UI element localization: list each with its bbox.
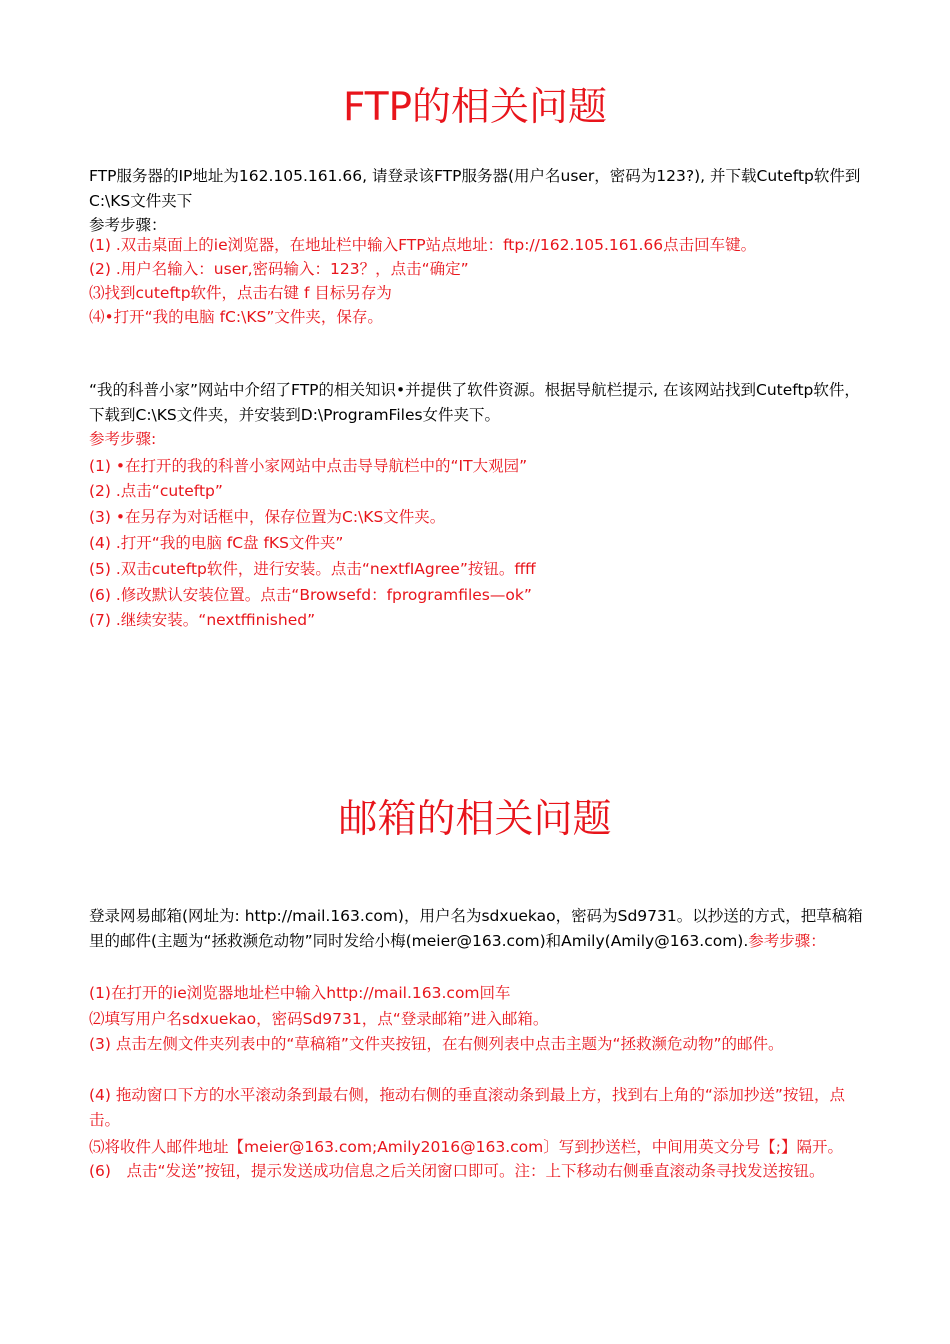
mail-step: ⑵填写用户名sdxuekao，密码Sd9731，点“登录邮箱”进入邮箱。 <box>89 1010 549 1028</box>
mail-question-body: 登录网易邮箱(网址为: http://mail.163.com)，用户名为sdxuekao，密码为Sd9731。以抄送的方式，把草稿箱里的邮件(主题为“拯救濒危动物”同时发给小梅(meier@163.com)和Amily(Amily@163.com). <box>89 907 863 950</box>
ftp-step: (1) .双击桌面上的ie浏览器，在地址栏中输入FTP站点地址：ftp://162.105.161.66点击回车键。 <box>89 236 757 254</box>
ftp-step: (2) .用户名输入：user,密码输入：123？，点击“确定” <box>89 260 469 278</box>
mail-step: (6) 点击“发送”按钮，提示发送成功信息之后关闭窗口即可。注：上下移动右侧垂直滚动条寻找发送按钮。 <box>89 1162 825 1180</box>
mail-step: (1)在打开的ie浏览器地址栏中输入http://mail.163.com回车 <box>89 984 511 1002</box>
ftp-steps-label: 参考步骤： <box>89 216 167 234</box>
kepu-step: (6) .修改默认安装位置。点击“Browsefd：fprogramfiles—ok” <box>89 586 532 604</box>
mail-question-text <box>89 904 864 954</box>
mail-step: ⑸将收件人邮件地址【meier@163.com;Amily2016@163.com〕写到抄送栏，中间用英文分号【;】隔开。 <box>89 1138 843 1156</box>
kepu-question-text: “我的科普小家”网站中介绍了FTP的相关知识•并提供了软件资源。根据导航栏提示, 在该网站找到Cuteftp软件，下载到C:\KS文件夹，并安装到D:\ProgramFiles女件夹下。 <box>89 381 860 424</box>
mail-steps-label: 参考步骤： <box>748 932 826 950</box>
kepu-step: (2) .点击“cuteftp” <box>89 482 223 500</box>
mail-section-title: 邮箱的相关问题 <box>338 797 612 842</box>
ftp-section-title: FTP的相关问题 <box>342 85 608 130</box>
kepu-step: (1) •在打开的我的科普小家网站中点击导导航栏中的“IT大观园” <box>89 457 528 475</box>
ftp-question-text: FTP服务器的IP地址为162.105.161.66, 请登录该FTP服务器(用户名user，密码为123?), 并下载Cuteftp软件到C:\KS文件夹下 <box>89 167 861 210</box>
mail-step: (3) 点击左侧文件夹列表中的“草稿箱”文件夹按钮，在右侧列表中点击主题为“拯救濒危动物”的邮件。 <box>89 1035 784 1053</box>
mail-step: (4) 拖动窗口下方的水平滚动条到最右侧，拖动右侧的垂直滚动条到最上方，找到右上角的“添加抄送”按钮，点击。 <box>89 1086 845 1129</box>
kepu-step: (5) .双击cuteftp软件，进行安装。点击“nextfIAgree”按钮。ffff <box>89 560 536 578</box>
kepu-steps-label: 参考步骤: <box>89 430 157 448</box>
kepu-step: (4) .打开“我的电脑 fC盘 fKS文件夹” <box>89 534 344 552</box>
kepu-step: (3) •在另存为对话框中，保存位置为C:\KS文件夹。 <box>89 508 446 526</box>
kepu-step: (7) .继续安装。“nextffinished” <box>89 611 316 629</box>
ftp-step: ⑷•打开“我的电脑 fC:\KS”文件夹，保存。 <box>89 308 383 326</box>
ftp-step: ⑶找到cuteftp软件，点击右键 f 目标另存为 <box>89 284 392 302</box>
